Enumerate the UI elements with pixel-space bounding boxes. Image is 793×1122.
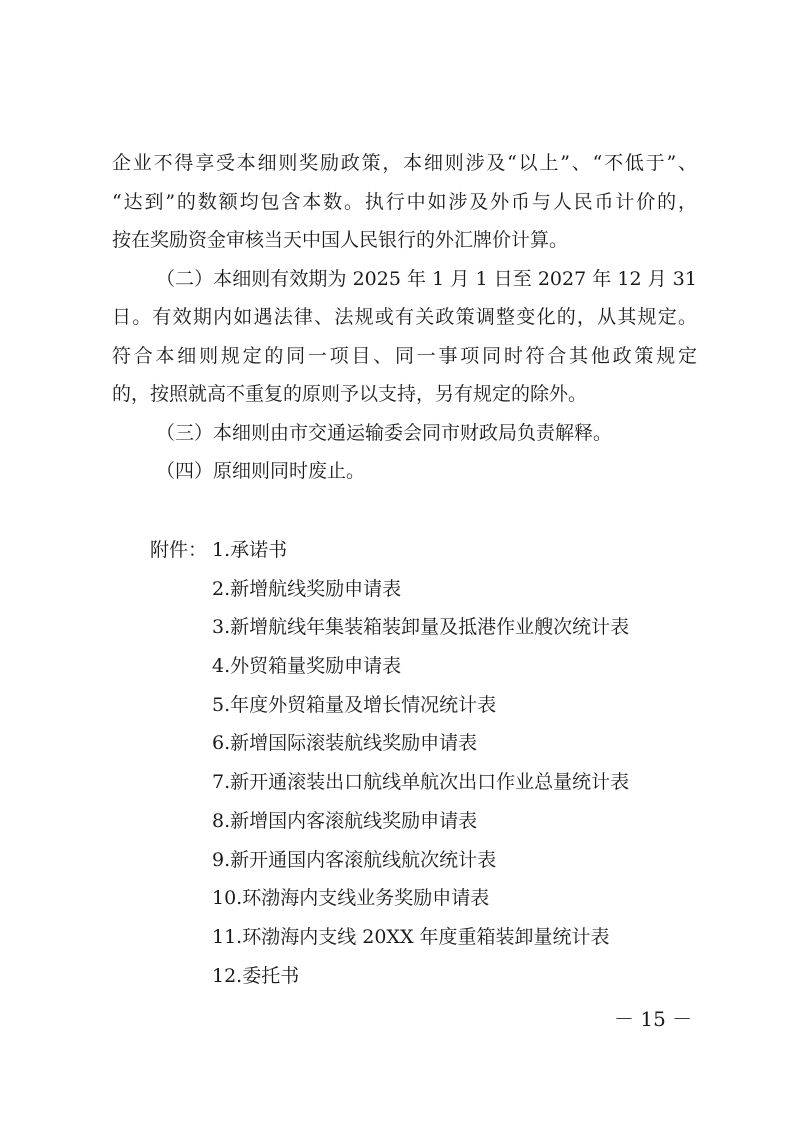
body-text xyxy=(112,144,697,491)
attachment-item: 10.环渤海内支线业务奖励申请表 xyxy=(212,887,490,910)
attachment-item: 2.新增航线奖励申请表 xyxy=(212,577,402,600)
attachment-row xyxy=(150,531,710,570)
paragraph-line: 日。有效期内如遇法律、法规或有关政策调整变化的，从其规定。 xyxy=(112,306,697,328)
paragraph-line: （三）本细则由市交通运输委会同市财政局负责解释。 xyxy=(156,421,613,444)
attachment-row xyxy=(150,918,710,957)
attachment-item: 9.新开通国内客滚航线航次统计表 xyxy=(212,848,497,871)
attachment-row xyxy=(150,570,710,609)
attachment-row xyxy=(150,957,710,996)
attachments-list xyxy=(150,531,710,995)
paragraph-line: 的，按照就高不重复的原则予以支持，另有规定的除外。 xyxy=(112,383,588,405)
page-number: － 15 － xyxy=(614,1007,693,1031)
attachment-item: 7.新开通滚装出口航线单航次出口作业总量统计表 xyxy=(212,771,630,794)
paragraph-line: （四）原细则同时废止。 xyxy=(156,460,366,482)
attachment-row xyxy=(150,686,710,725)
paragraph-line: 按在奖励资金审核当天中国人民银行的外汇牌价计算。 xyxy=(112,229,569,251)
attachment-item: 6.新增国际滚装航线奖励申请表 xyxy=(212,732,478,755)
attachment-row xyxy=(150,763,710,802)
attachment-row xyxy=(150,724,710,763)
attachments-label: 附件： xyxy=(150,539,208,561)
paragraph-line: 符合本细则规定的同一项目、同一事项同时符合其他政策规定 xyxy=(112,344,697,367)
paragraph-line: 企业不得享受本细则奖励政策，本细则涉及“以上”、“不低于”、 xyxy=(112,152,697,174)
attachment-item: 11.环渤海内支线 20XX 年度重箱装卸量统计表 xyxy=(212,925,610,948)
attachment-item: 8.新增国内客滚航线奖励申请表 xyxy=(212,809,478,832)
attachment-item: 4.外贸箱量奖励申请表 xyxy=(212,655,402,678)
attachment-row xyxy=(150,879,710,918)
attachment-item: 1.承诺书 xyxy=(212,539,288,561)
attachment-row xyxy=(150,647,710,686)
attachment-row xyxy=(150,841,710,880)
paragraph-line: （二）本细则有效期为 2025 年 1 月 1 日至 2027 年 12 月 31 xyxy=(156,267,697,290)
attachment-row xyxy=(150,802,710,841)
attachment-row xyxy=(150,608,710,647)
attachment-item: 5.年度外贸箱量及增长情况统计表 xyxy=(212,693,497,716)
paragraph-line: “达到”的数额均包含本数。执行中如涉及外币与人民币计价的， xyxy=(112,190,697,213)
attachment-item: 12.委托书 xyxy=(212,964,300,987)
attachment-item: 3.新增航线年集装箱装卸量及抵港作业艘次统计表 xyxy=(212,616,630,639)
